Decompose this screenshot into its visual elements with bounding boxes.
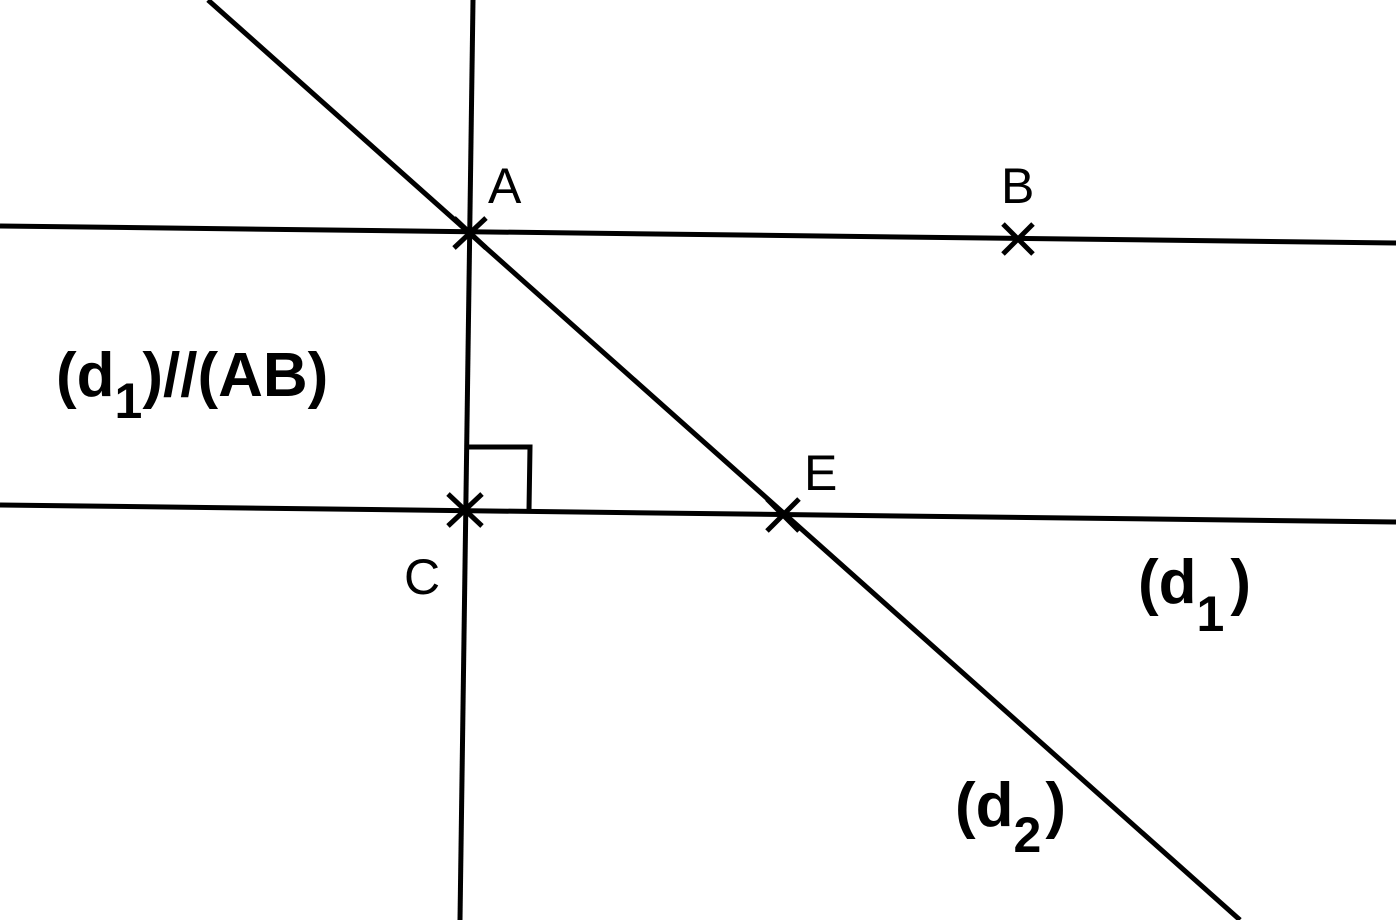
line-d1 (0, 505, 1396, 522)
line-ac-perpendicular (460, 0, 473, 920)
line-d1-close: ) (1230, 548, 1251, 617)
parallel-statement (56, 341, 328, 429)
line-d1-label (1138, 548, 1251, 642)
line-ab (0, 226, 1396, 243)
point-e-label: E (804, 445, 838, 501)
point-b-label: B (1001, 158, 1035, 214)
line-d2-subscript: 2 (1013, 807, 1042, 863)
line-d1-subscript: 1 (1196, 586, 1225, 642)
statement-rest: )//(AB) (142, 341, 329, 410)
line-d2 (208, 0, 1240, 920)
line-d2-label (955, 771, 1066, 863)
statement-open: (d (56, 341, 115, 410)
line-d2-open: (d (955, 771, 1014, 840)
point-c-label: C (404, 549, 441, 605)
line-d2-close: ) (1045, 771, 1066, 840)
statement-subscript: 1 (114, 373, 143, 429)
point-a-label: A (488, 158, 522, 214)
line-d1-open: (d (1138, 548, 1197, 617)
